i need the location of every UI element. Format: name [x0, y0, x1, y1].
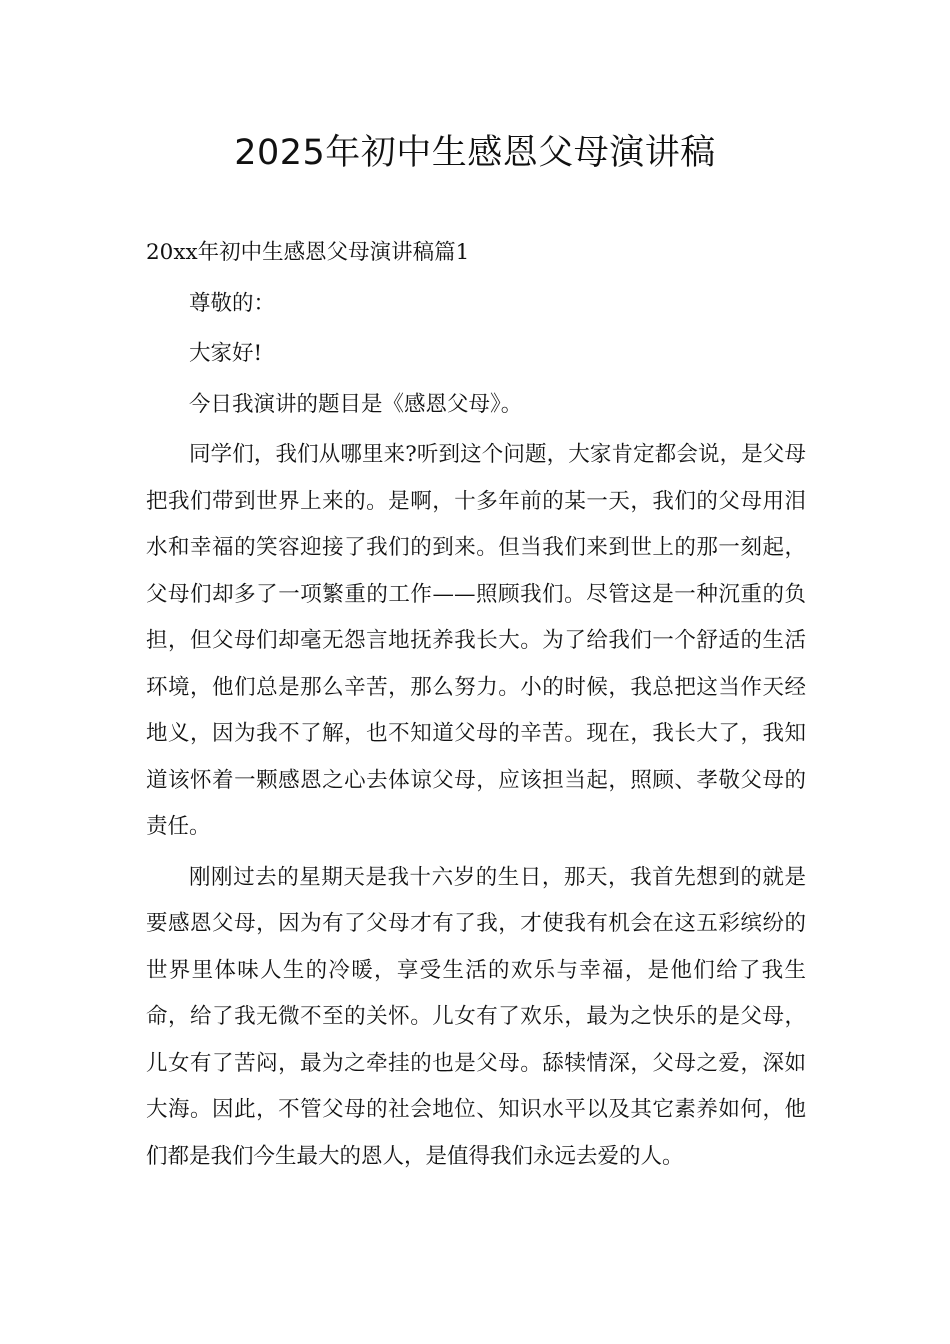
salutation-paragraph: 尊敬的：	[189, 290, 276, 316]
document-title: 2025年初中生感恩父母演讲稿	[234, 133, 716, 173]
section-heading: 20xx年初中生感恩父母演讲稿篇1	[146, 240, 470, 265]
topic-paragraph: 今日我演讲的题目是《感恩父母》。	[189, 391, 523, 417]
body-paragraph: 刚刚过去的星期天是我十六岁的生日，那天，我首先想到的就是要感恩父母，因为有了父母才有了我，才使我有机会在这五彩缤纷的世界里体味人生的冷暖，享受生活的欢乐与幸福，是他们给了我生命，给了我无微不至的关怀。儿女有了欢乐，最为之快乐的是父母，儿女有了苦闷，最为之牵挂的也是父母。舔犊情深，父母之爱，深如大海。因此，不管父母的社会地位、知识水平以及其它素养如何，他们都是我们今生最大的恩人，是值得我们永远去爱的人。	[146, 864, 806, 1169]
greeting-paragraph: 大家好!	[189, 341, 263, 366]
document-body	[146, 230, 806, 1184]
body-paragraph: 同学们，我们从哪里来?听到这个问题，大家肯定都会说，是父母把我们带到世界上来的。是啊，十多年前的某一天，我们的父母用泪水和幸福的笑容迎接了我们的到来。但当我们来到世上的那一刻起，父母们却多了一项繁重的工作——照顾我们。尽管这是一种沉重的负担，但父母们却毫无怨言地抚养我长大。为了给我们一个舒适的生活环境，他们总是那么辛苦，那么努力。小的时候，我总把这当作天经地义，因为我不了解，也不知道父母的辛苦。现在，我长大了，我知道该怀着一颗感恩之心去体谅父母，应该担当起，照顾、孝敬父母的责任。	[146, 442, 806, 839]
